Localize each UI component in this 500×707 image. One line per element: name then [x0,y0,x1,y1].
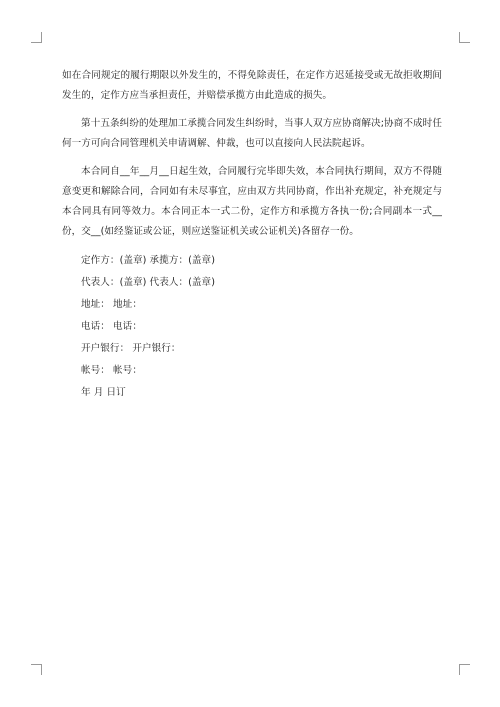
paragraph-liability: 如在合同规定的履行期限以外发生的，不得免除责任，在定作方迟延接受或无故拒收期间发生的，定作方应当承担责任，并赔偿承揽方由此造成的损失。 [62,70,442,101]
field-date: 年 月 日订 [81,387,126,398]
crop-mark-bottom-left [31,664,42,675]
field-party-seal: 定作方：(盖章) 承揽方：(盖章) [81,255,215,266]
field-representative: 代表人：(盖章) 代表人：(盖章) [81,277,215,288]
signature-block [62,250,442,404]
crop-mark-top-left [31,32,42,43]
field-account: 帐号： 帐号： [81,365,142,376]
field-phone: 电话： 电话： [81,321,142,332]
field-address: 地址： 地址： [81,299,142,310]
crop-mark-bottom-right [459,664,470,675]
document-body [62,66,442,404]
field-bank: 开户银行： 开户银行： [81,343,181,354]
paragraph-dispute-resolution: 第十五条纠纷的处理加工承揽合同发生纠纷时，当事人双方应协商解决;协商不成时任何一方可向合同管理机关申请调解、仲裁，也可以直接向人民法院起诉。 [62,118,442,149]
crop-mark-top-right [459,32,470,43]
paragraph-effectiveness: 本合同自__年__月__日起生效，合同履行完毕即失效，本合同执行期间，双方不得随意变更和解除合同，合同如有未尽事宜，应由双方共同协商，作出补充规定，补充规定与本合同具有同等效力。本合同正本一式二份，定作方和承揽方各执一份;合同副本一式__份，交__(如经鉴证或公证，则应送鉴证机关或公证机关)各留存一份。 [62,166,442,237]
